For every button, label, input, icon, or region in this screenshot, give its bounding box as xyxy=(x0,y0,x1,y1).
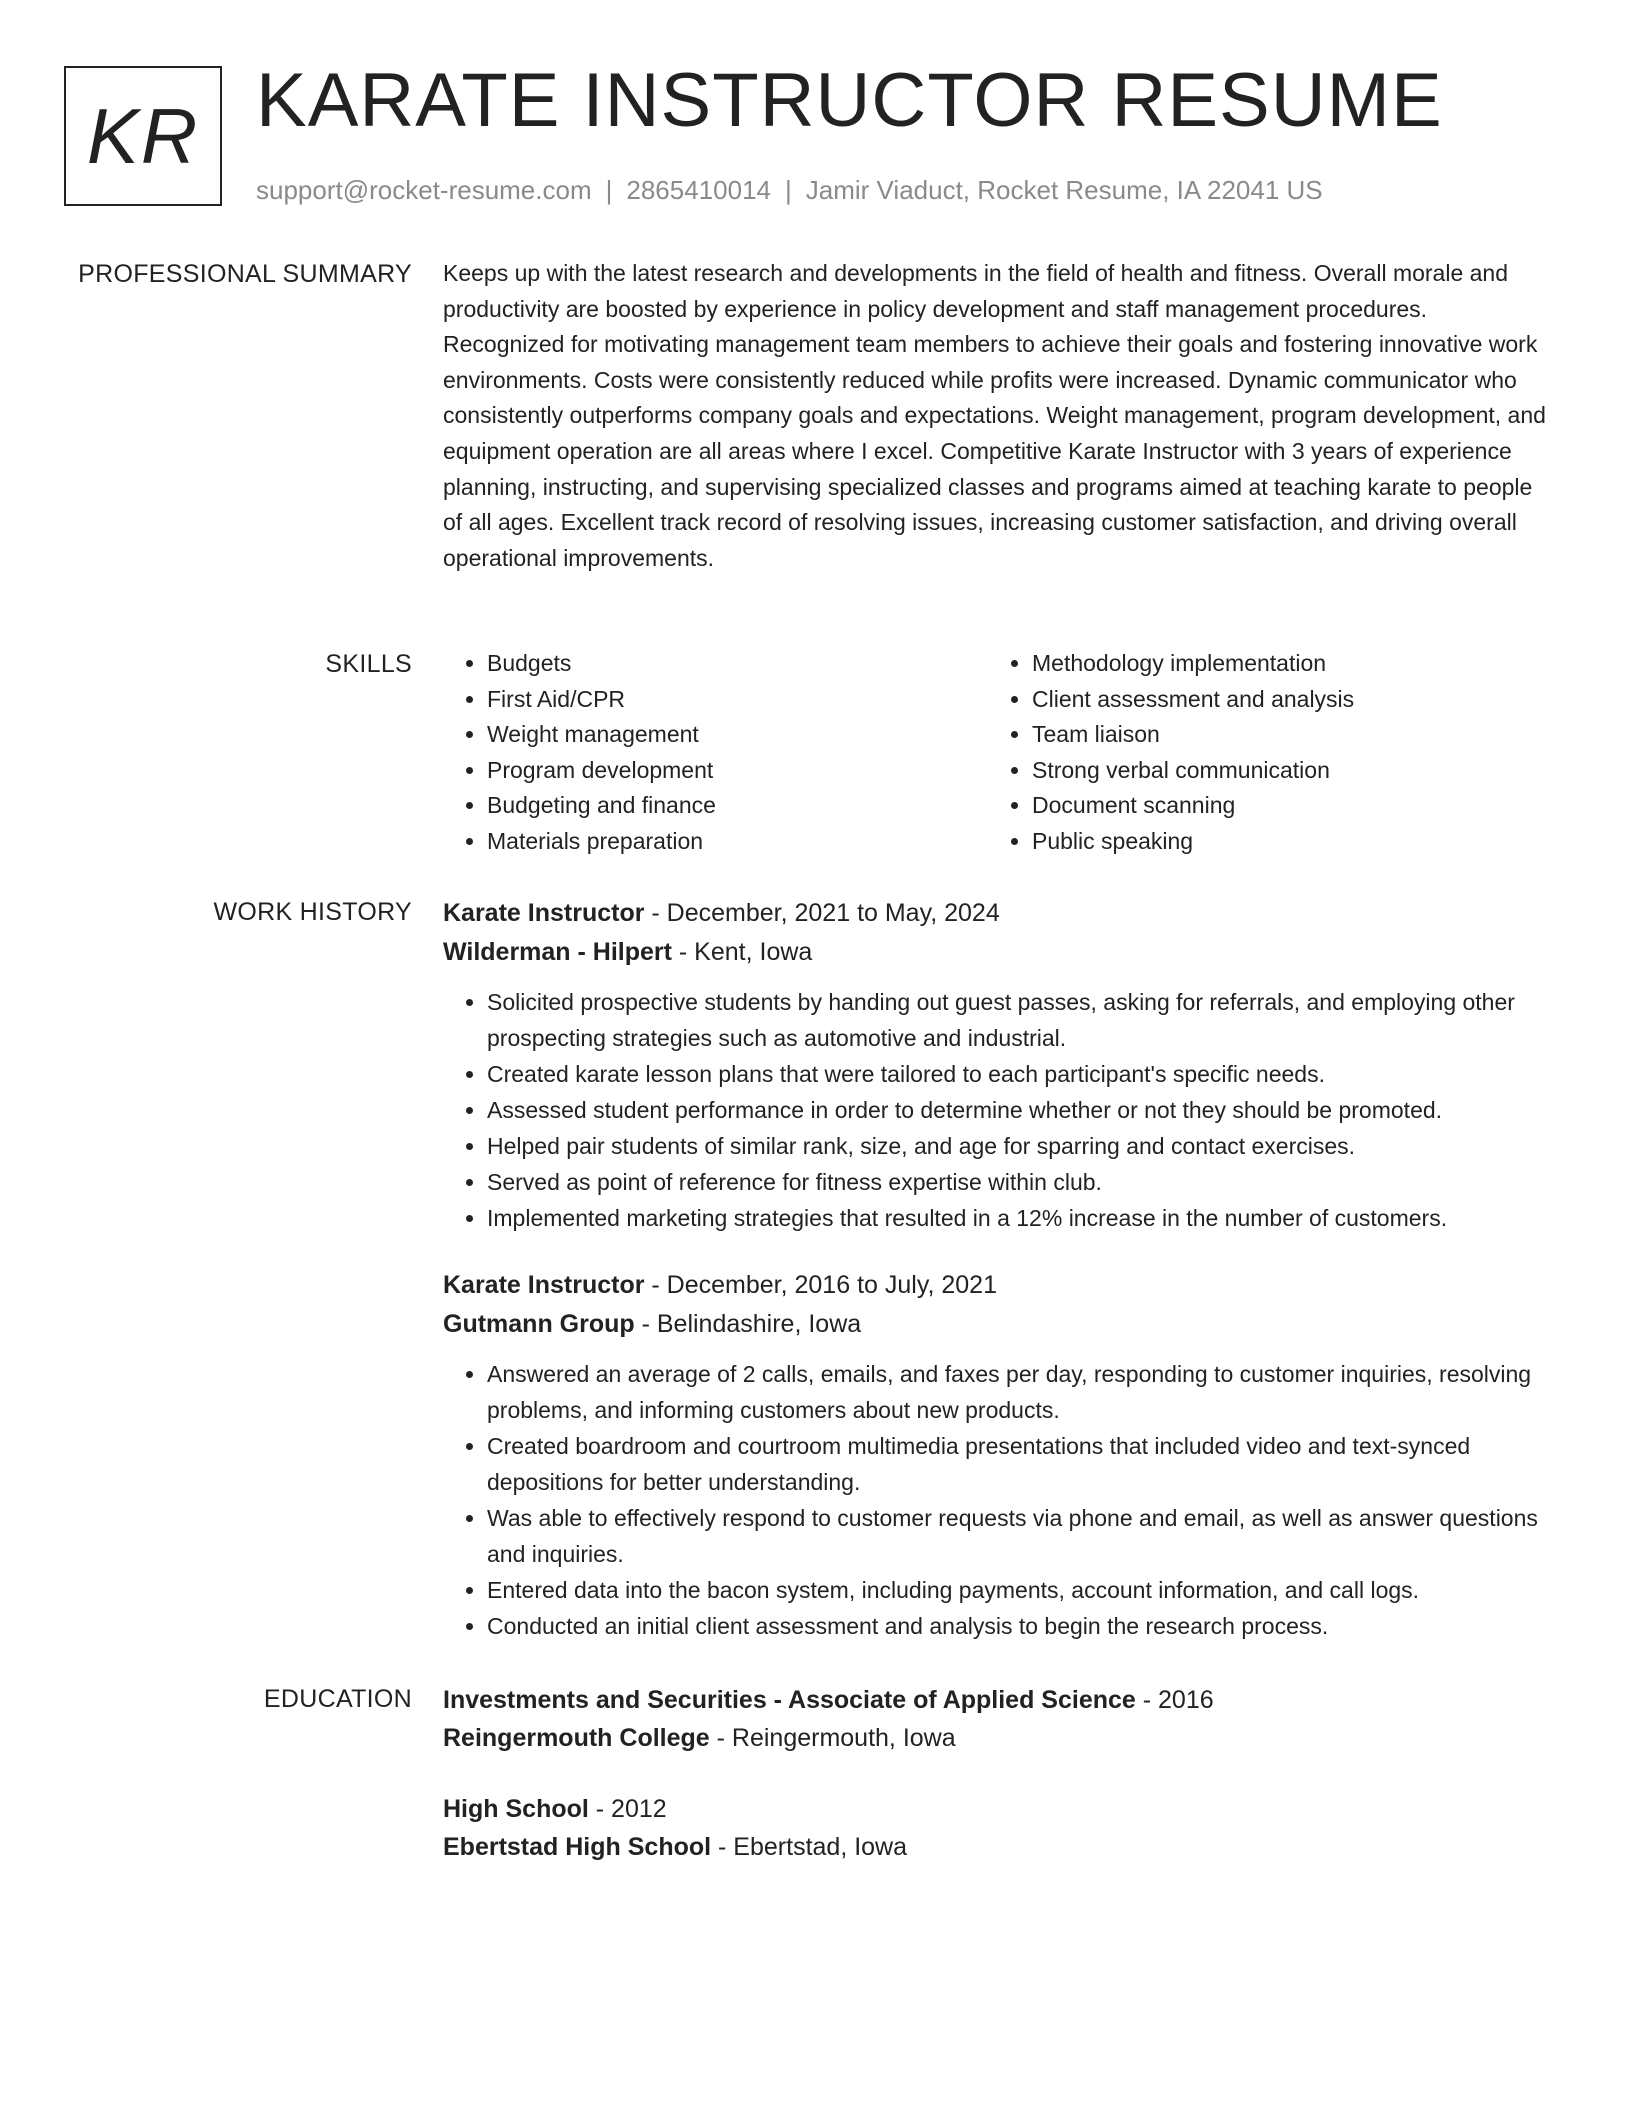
skills-body xyxy=(443,646,1553,860)
skill-item: • First Aid/CPR xyxy=(487,682,988,718)
contact-address: Jamir Viaduct, Rocket Resume, IA 22041 US xyxy=(805,175,1323,205)
contact-separator: | xyxy=(605,175,613,205)
work-body xyxy=(443,894,1553,1644)
skill-item: • Team liaison xyxy=(1032,717,1533,753)
skill-item: • Methodology implementation xyxy=(1032,646,1533,682)
education-location: - Reingermouth, Iowa xyxy=(709,1724,956,1752)
job-bullet: • Solicited prospective students by handing out guest passes, asking for referrals, and employing other prospecting strategies such as automotive and industrial. xyxy=(487,984,1553,1056)
skill-item: • Public speaking xyxy=(1032,824,1533,860)
skills-list-left xyxy=(443,646,988,860)
contact-separator: | xyxy=(785,175,792,205)
education-school-line xyxy=(443,1828,1553,1866)
monogram-logo xyxy=(64,66,222,206)
job-title-line xyxy=(443,1266,1553,1305)
job-bullet: • Conducted an initial client assessment and analysis to begin the research process. xyxy=(487,1608,1553,1644)
skill-item: • Materials preparation xyxy=(487,824,988,860)
monogram-text: KR xyxy=(86,91,200,180)
job-title: Karate Instructor xyxy=(443,1271,645,1299)
skills-list-right xyxy=(988,646,1533,860)
skill-item: • Budgeting and finance xyxy=(487,788,988,824)
skill-item: • Client assessment and analysis xyxy=(1032,682,1533,718)
job-location: - Belindashire, Iowa xyxy=(634,1310,862,1338)
contact-email: support@rocket-resume.com xyxy=(256,175,592,205)
job-title: Karate Instructor xyxy=(443,899,645,927)
job-location: - Kent, Iowa xyxy=(671,938,813,966)
education-year: - 2012 xyxy=(588,1795,667,1823)
education-entry xyxy=(443,1681,1553,1757)
job-dates: - December, 2016 to July, 2021 xyxy=(644,1271,997,1299)
education-degree: High School xyxy=(443,1795,589,1823)
job-bullet: • Created karate lesson plans that were tailored to each participant's specific needs. xyxy=(487,1056,1553,1092)
job-company-line xyxy=(443,933,1553,972)
education-degree-line xyxy=(443,1681,1553,1719)
education-degree-line xyxy=(443,1790,1553,1828)
skill-item: • Budgets xyxy=(487,646,988,682)
job-entry xyxy=(443,894,1553,1236)
job-company: Wilderman - Hilpert xyxy=(443,938,672,966)
summary-body xyxy=(443,256,1553,576)
education-location: - Ebertstad, Iowa xyxy=(711,1833,908,1861)
skill-item: • Program development xyxy=(487,753,988,789)
education-body xyxy=(443,1681,1553,1866)
contact-phone: 2865410014 xyxy=(626,175,771,205)
education-school: Reingermouth College xyxy=(443,1724,710,1752)
job-bullets xyxy=(443,984,1553,1236)
job-bullet: • Served as point of reference for fitness expertise within club. xyxy=(487,1164,1553,1200)
summary-label: PROFESSIONAL SUMMARY xyxy=(78,260,412,288)
skills-label: SKILLS xyxy=(325,650,412,678)
skill-item: • Document scanning xyxy=(1032,788,1533,824)
job-bullet: • Helped pair students of similar rank, size, and age for sparring and contact exercises. xyxy=(487,1128,1553,1164)
summary-text: Keeps up with the latest research and developments in the field of health and fitness. Overall morale and productivity are boosted by experience in policy development and staff management procedures. Recognized for motivating management team members to achieve their goals and fostering innovative work environments. Costs were consistently reduced while profits were increased. Dynamic communicator who consistently outperforms company goals and expectations. Weight management, program development, and equipment operation are all areas where I excel. Competitive Karate Instructor with 3 years of experience planning, instructing, and supervising specialized classes and programs aimed at teaching karate to people of all ages. Excellent track record of resolving issues, increasing customer satisfaction, and driving overall operational improvements. xyxy=(443,260,1546,571)
job-entry xyxy=(443,1266,1553,1644)
contact-line xyxy=(256,172,1323,208)
page-title: KARATE INSTRUCTOR RESUME xyxy=(256,58,1443,143)
job-bullet: • Answered an average of 2 calls, emails, and faxes per day, responding to customer inquiries, resolving problems, and informing customers about new products. xyxy=(487,1356,1553,1428)
job-company-line xyxy=(443,1305,1553,1344)
job-dates: - December, 2021 to May, 2024 xyxy=(644,899,1000,927)
job-bullet: • Created boardroom and courtroom multimedia presentations that included video and text-synced depositions for better understanding. xyxy=(487,1428,1553,1500)
education-entry xyxy=(443,1790,1553,1866)
education-label: EDUCATION xyxy=(263,1685,412,1713)
education-school-line xyxy=(443,1719,1553,1757)
job-bullet: • Assessed student performance in order to determine whether or not they should be promoted. xyxy=(487,1092,1553,1128)
job-bullet: • Was able to effectively respond to customer requests via phone and email, as well as answer questions and inquiries. xyxy=(487,1500,1553,1572)
job-bullet: • Entered data into the bacon system, including payments, account information, and call logs. xyxy=(487,1572,1553,1608)
job-bullets xyxy=(443,1356,1553,1644)
job-bullet: • Implemented marketing strategies that resulted in a 12% increase in the number of customers. xyxy=(487,1200,1553,1236)
skills-columns xyxy=(443,646,1553,860)
job-title-line xyxy=(443,894,1553,933)
work-label: WORK HISTORY xyxy=(213,898,412,926)
job-company: Gutmann Group xyxy=(443,1310,635,1338)
education-year: - 2016 xyxy=(1135,1686,1214,1714)
skill-item: • Weight management xyxy=(487,717,988,753)
skill-item: • Strong verbal communication xyxy=(1032,753,1533,789)
education-degree: Investments and Securities - Associate of Applied Science xyxy=(443,1686,1136,1714)
education-school: Ebertstad High School xyxy=(443,1833,712,1861)
